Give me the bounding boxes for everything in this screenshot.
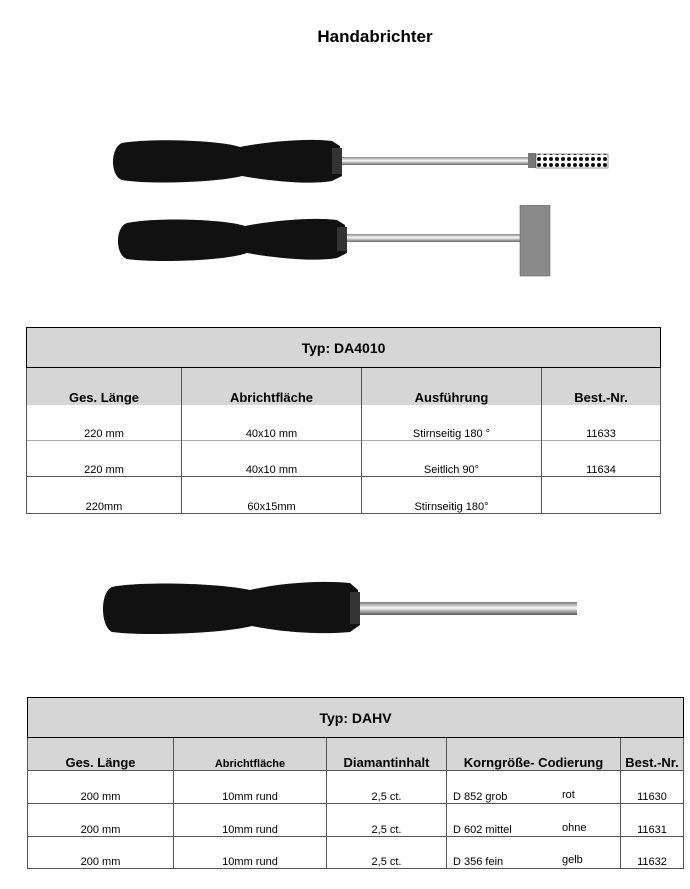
cell-order-number: 11630 (621, 771, 684, 804)
table-row (28, 837, 684, 869)
cell-order-number: 11633 (542, 405, 661, 441)
cell-grain-code (447, 837, 621, 869)
cell-surface: 10mm rund (174, 804, 327, 837)
table-row (27, 477, 661, 514)
cell-surface: 60x15mm (182, 477, 362, 514)
table-da4010 (26, 327, 661, 514)
cell-grain-code (447, 771, 621, 804)
cell-surface: 40x10 mm (182, 441, 362, 477)
cell-length: 200 mm (28, 804, 174, 837)
color-code: gelb (562, 854, 583, 866)
table-type-label: Typ: DA4010 (27, 328, 661, 368)
color-code: ohne (562, 822, 587, 834)
cell-order-number (542, 477, 661, 514)
header-surface: Abrichtfläche (174, 738, 327, 771)
cell-diamond-content: 2,5 ct. (327, 804, 447, 837)
cell-design: Stirnseitig 180° (362, 477, 542, 514)
header-design: Ausführung (362, 368, 542, 405)
header-diamond-content: Diamantinhalt (327, 738, 447, 771)
header-length: Ges. Länge (27, 368, 182, 405)
cell-length: 220 mm (27, 441, 182, 477)
cell-order-number: 11632 (621, 837, 684, 869)
cell-surface: 40x10 mm (182, 405, 362, 441)
cell-order-number: 11631 (621, 804, 684, 837)
cell-length: 220 mm (27, 405, 182, 441)
cell-design: Seitlich 90° (362, 441, 542, 477)
header-order-number: Best.-Nr. (542, 368, 661, 405)
table-row (28, 804, 684, 837)
grain-size: D 852 grob (453, 791, 508, 803)
hand-dresser-plate-image (115, 205, 555, 277)
hand-dresser-round-image (100, 580, 580, 636)
header-length: Ges. Länge (28, 738, 174, 771)
table-row (27, 405, 661, 441)
cell-diamond-content: 2,5 ct. (327, 837, 447, 869)
color-code: rot (562, 789, 575, 801)
grain-size: D 602 mittel (453, 824, 512, 836)
table-row (28, 771, 684, 804)
grain-size: D 356 fein (453, 856, 504, 868)
header-grain-code: Korngröße- Codierung (447, 738, 621, 771)
hand-dresser-tip-image (110, 138, 610, 188)
cell-diamond-content: 2,5 ct. (327, 771, 447, 804)
cell-length: 200 mm (28, 837, 174, 869)
table-row (27, 441, 661, 477)
header-order-number: Best.-Nr. (621, 738, 684, 771)
cell-length: 220mm (27, 477, 182, 514)
cell-surface: 10mm rund (174, 837, 327, 869)
page-title: Handabrichter (317, 27, 433, 46)
table-dahv (27, 697, 684, 869)
table-type-label: Typ: DAHV (28, 698, 684, 738)
cell-design: Stirnseitig 180 ° (362, 405, 542, 441)
cell-order-number: 11634 (542, 441, 661, 477)
cell-length: 200 mm (28, 771, 174, 804)
cell-grain-code (447, 804, 621, 837)
header-surface: Abrichtfläche (182, 368, 362, 405)
cell-surface: 10mm rund (174, 771, 327, 804)
